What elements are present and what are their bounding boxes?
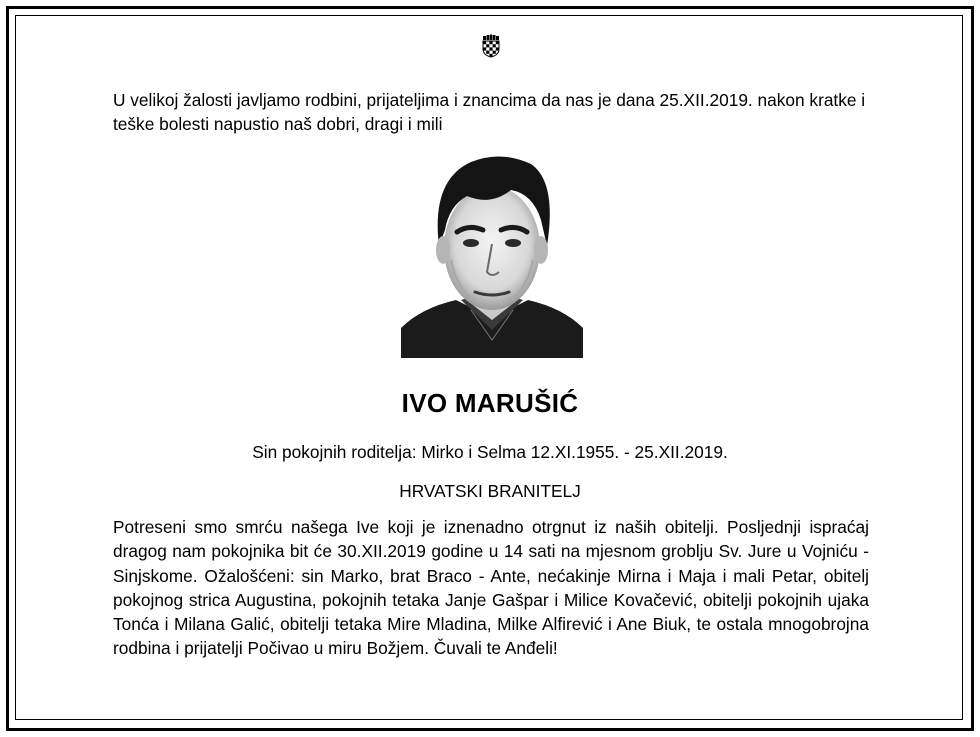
role-title: HRVATSKI BRANITELJ — [399, 481, 581, 501]
croatian-coat-of-arms-icon — [482, 34, 500, 58]
intro-text: U velikoj žalosti javljamo rodbini, prijateljima i znancima da nas je dana 25.XII.2019. nakon kratke i teške bolesti napustio naš dobri, dragi i mili — [113, 90, 866, 134]
funeral-details-text: Potreseni smo smrću našega Ive koji je iznenadno otrgnut iz naših obitelji. Posljednji ispraćaj dragog nam pokojnika bit će 30.XII.2019 godine u 14 sati na mjesnom groblju Sv. Jure u Vojniću - Sinjskome. Ožalošćeni: sin Marko, brat Braco - Ante, nećakinje Mirna i Maja i mali Petar, obitelj pokojnog strica Augustina, pokojnih tetaka Janje Gašpar i Milice Kovačević, obitelji pokojnih ujaka Tonća i Milana Galić, obitelji tetaka Mire Mladina, Milke Alfirević i Ane Biuk, te ostala mnogobrojna rodbina i prijatelji Počivao u miru Božjem. Čuvali te Anđeli! — [113, 517, 869, 659]
portrait-photo — [401, 150, 583, 358]
deceased-name: IVO MARUŠIĆ — [401, 388, 579, 418]
parents-and-dates: Sin pokojnih roditelja: Mirko i Selma 12.XI.1955. - 25.XII.2019. — [252, 442, 728, 462]
